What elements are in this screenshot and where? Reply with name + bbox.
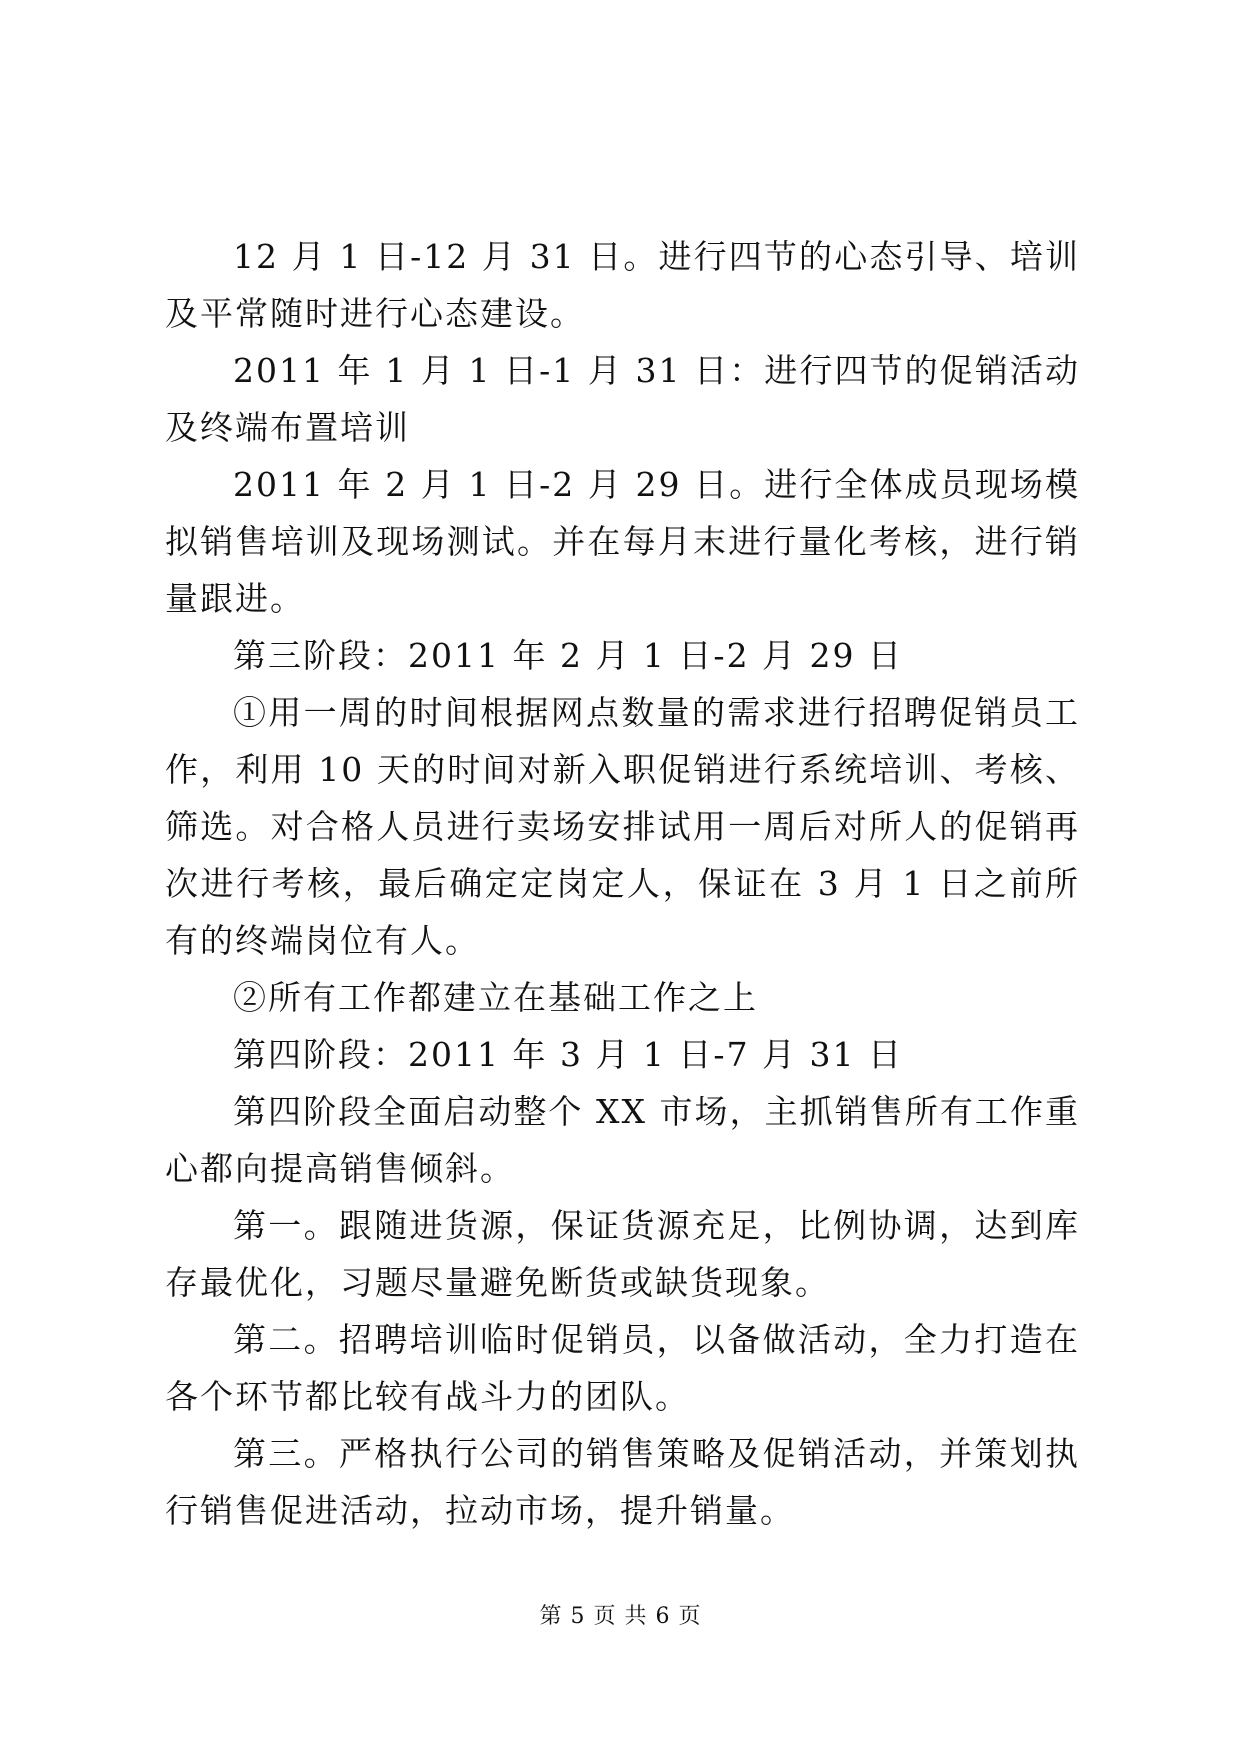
paragraph-8: 第四阶段全面启动整个 XX 市场，主抓销售所有工作重心都向提高销售倾斜。 [165,1092,1080,1188]
paragraph-11: 第三。严格执行公司的销售策略及促销活动，并策划执行销售促进活动，拉动市场，提升销量。 [165,1434,1080,1530]
paragraph-5: ①用一周的时间根据网点数量的需求进行招聘促销员工作，利用 10 天的时间对新入职促销进行系统培训、考核、筛选。对合格人员进行卖场安排试用一周后对所人的促销再次进行考核，最后确定定岗定人，保证在 3 月 1 日之前所有的终端岗位有人。 [165,693,1080,960]
paragraph-3: 2011 年 2 月 1 日-2 月 29 日。进行全体成员现场模拟销售培训及现场测试。并在每月末进行量化考核，进行销量跟进。 [165,465,1080,618]
paragraph-9: 第一。跟随进货源，保证货源充足，比例协调，达到库存最优化，习题尽量避免断货或缺货现象。 [165,1206,1080,1302]
page-number-footer: 第 5 页 共 6 页 [539,1604,702,1629]
paragraph-6: ②所有工作都建立在基础工作之上 [233,978,758,1017]
document-body [165,228,1080,1539]
paragraph-4: 第三阶段：2011 年 2 月 1 日-2 月 29 日 [233,636,904,675]
paragraph-7: 第四阶段：2011 年 3 月 1 日-7 月 31 日 [233,1035,904,1074]
paragraph-2: 2011 年 1 月 1 日-1 月 31 日：进行四节的促销活动及终端布置培训 [165,351,1080,447]
paragraph-1: 12 月 1 日-12 月 31 日。进行四节的心态引导、培训及平常随时进行心态建设。 [165,237,1080,333]
paragraph-10: 第二。招聘培训临时促销员，以备做活动，全力打造在各个环节都比较有战斗力的团队。 [165,1320,1080,1416]
